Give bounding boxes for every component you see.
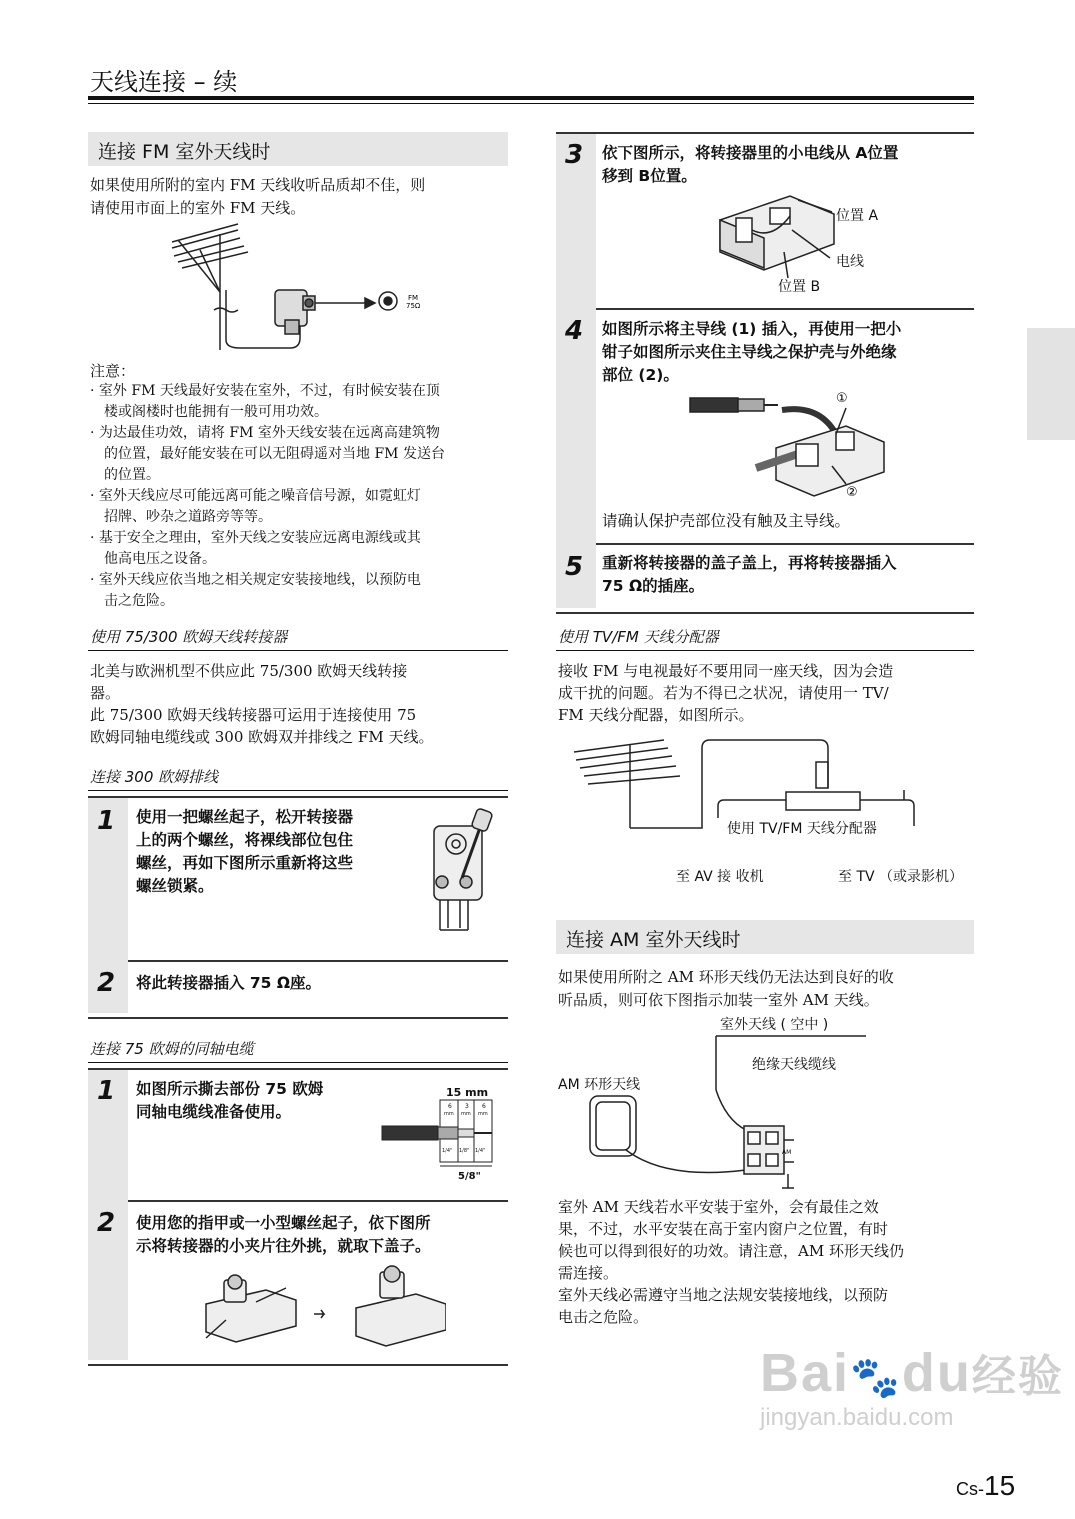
fm-antenna-illustration <box>160 220 450 350</box>
watermark-brand-3: 经验 <box>971 1352 1064 1401</box>
wire-position-illustration <box>712 190 842 290</box>
position-b-label: 位置 B <box>778 279 821 295</box>
step-number: 2 <box>96 968 116 998</box>
note-line: 招牌、吵杂之道路旁等等。 <box>104 509 272 525</box>
watermark-url: jingyan.baidu.com <box>760 1404 954 1431</box>
step-number: 4 <box>564 316 584 346</box>
am-terminal-label: AM <box>782 1149 792 1156</box>
adapter-text-4: 欧姆同轴电缆线或 300 欧姆双并排线之 FM 天线。 <box>90 728 434 746</box>
right-step4-text: 如图所示将主导线 (1) 插入，再使用一把小 钳子如图所示夹住主导线之保护壳与外绝缘 部位 (2)。 <box>602 320 902 384</box>
coax-rule <box>88 1062 508 1063</box>
am-outdoor-text: 室外 AM 天线若水平安装于室外，会有最佳之效 果，不过，水平安装在高于室内窗户之位置，有时 候也可以得到很好的功效。请注意，AM 环形天线仍 需连接。 室外天线必需遵守当地之法规安装接地线，以预防 电击之危险。 <box>558 1198 904 1326</box>
note-line: 的位置，最好能安装在可以无阻碍遥对当地 FM 发送台 <box>104 446 445 462</box>
step-number-column <box>556 134 596 608</box>
splitter-heading: 使用 TV/FM 天线分配器 <box>558 628 719 646</box>
wire-label: 电线 <box>836 254 864 270</box>
dim-total: 15 mm <box>446 1086 489 1099</box>
header-rule-thin <box>88 103 974 104</box>
fm-jack-label: FM <box>408 294 419 302</box>
main-wire-insert-illustration <box>686 388 886 500</box>
notes-list <box>90 381 510 612</box>
dim-quarter-b: 1/4" <box>475 1148 486 1154</box>
adapter-heading: 使用 75/300 欧姆天线转接器 <box>90 628 288 646</box>
adapter-text-3: 此 75/300 欧姆天线转接器可运用于连接使用 75 <box>90 706 417 724</box>
twin-lead-rule <box>88 790 508 791</box>
watermark-paw-icon: 🐾 <box>850 1356 902 1400</box>
dim-mm-c: mm <box>478 1111 488 1117</box>
note-line: · 基于安全之理由，室外天线之安装应远离电源线或其 <box>90 530 421 546</box>
note-line: · 室外天线应依当地之相关规定安装接地线，以预防电 <box>90 572 421 588</box>
fm-outdoor-intro-1: 如果使用所附的室内 FM 天线收听品质却不佳，则 <box>90 176 426 194</box>
right-step3-text: 依下图所示，将转接器里的小电线从 A位置 移到 B位置。 <box>602 144 899 185</box>
adapter-rule <box>88 650 508 651</box>
coax-strip-illustration <box>378 1082 504 1186</box>
splitter-rule <box>556 650 974 651</box>
circle-1-label: ① <box>836 391 848 406</box>
twin-step2-text: 将此转接器插入 75 Ω座。 <box>136 974 322 992</box>
note-line: 楼或阁楼时也能拥有一般可用功效。 <box>104 404 328 420</box>
note-line: · 为达最佳功效，请将 FM 室外天线安装在远离高建筑物 <box>90 425 440 441</box>
dim-eighth: 1/8" <box>459 1148 470 1154</box>
page-title: 天线连接 – 续 <box>90 68 238 96</box>
am-outdoor-heading: 连接 AM 室外天线时 <box>556 920 974 954</box>
step-separator <box>128 1200 508 1202</box>
note-line: · 室外天线应尽可能远离可能之噪音信号源，如霓虹灯 <box>90 488 421 504</box>
coax-step2-text: 使用您的指甲或一小型螺丝起子，依下图所 示将转接器的小夹片往外挑，就取下盖子。 <box>136 1214 431 1255</box>
to-tv-label: 至 TV （或录影机） <box>838 869 964 885</box>
dim-3: 3 <box>465 1103 469 1110</box>
splitter-text-3: FM 天线分配器，如图所示。 <box>558 706 754 724</box>
coax-heading: 连接 75 欧姆的同轴电缆 <box>90 1040 254 1058</box>
fm-outdoor-heading: 连接 FM 室外天线时 <box>88 132 508 166</box>
notes-title: 注意： <box>90 362 136 380</box>
step-number: 5 <box>564 552 584 582</box>
watermark <box>760 1340 1064 1432</box>
note-line: · 室外 FM 天线最好安装在室外，不过，有时候安装在顶 <box>90 383 440 399</box>
header-rule <box>88 96 974 100</box>
am-antenna-illustration <box>576 1030 876 1198</box>
am-outdoor-intro-1: 如果使用所附之 AM 环形天线仍无法达到良好的收 <box>558 968 894 986</box>
dim-five-eighths: 5/8" <box>458 1171 481 1182</box>
page-number: Cs-15 <box>956 1470 1016 1501</box>
step-number: 2 <box>96 1208 116 1238</box>
am-outdoor-intro-2: 听品质，则可依下图指示加装一室外 AM 天线。 <box>558 991 879 1009</box>
insulated-cable-label: 绝缘天线缆线 <box>752 1057 836 1073</box>
step-number: 1 <box>96 806 116 836</box>
twin-lead-heading: 连接 300 欧姆排线 <box>90 768 219 786</box>
watermark-brand-2: du <box>901 1343 972 1403</box>
splitter-text-1: 接收 FM 与电视最好不要用同一座天线，因为会造 <box>558 662 894 680</box>
dim-quarter-a: 1/4" <box>442 1148 453 1154</box>
cover-removal-illustration <box>196 1264 446 1348</box>
splitter-text-2: 成干扰的问题。若为不得已之状况，请使用一 TV/ <box>558 684 889 702</box>
adapter-text-2: 器。 <box>90 684 121 702</box>
step-separator <box>596 543 974 545</box>
step-number: 3 <box>564 140 584 170</box>
dim-6b: 6 <box>482 1103 486 1110</box>
position-a-label: 位置 A <box>836 208 879 224</box>
fm-outdoor-intro-2: 请使用市面上的室外 FM 天线。 <box>90 199 306 217</box>
note-line: 的位置。 <box>104 467 160 483</box>
step-number: 1 <box>96 1076 116 1106</box>
dim-6a: 6 <box>448 1103 452 1110</box>
circle-2-label: ② <box>846 485 858 500</box>
step-separator <box>128 960 508 962</box>
fm-jack-ohm: 75Ω <box>406 302 421 310</box>
right-step5-text: 重新将转接器的盖子盖上，再将转接器插入 75 Ω的插座。 <box>602 554 897 595</box>
am-loop-label: AM 环形天线 <box>558 1077 641 1093</box>
screwdriver-adapter-illustration <box>428 808 504 936</box>
to-av-receiver-label: 至 AV 接 收机 <box>676 869 764 885</box>
dim-mm-a: mm <box>444 1111 454 1117</box>
outdoor-antenna-label: 室外天线 ( 空中 ) <box>720 1017 829 1033</box>
section-tab <box>1027 328 1075 440</box>
twin-step1-text: 使用一把螺丝起子，松开转接器 上的两个螺丝，将裸线部位包住 螺丝，再如下图所示重新将这些 螺丝锁紧。 <box>136 808 354 895</box>
note-line: 他高电压之设备。 <box>104 551 216 567</box>
step-separator <box>596 308 974 310</box>
coax-step1-text: 如图所示撕去部份 75 欧姆 同轴电缆线准备使用。 <box>136 1080 324 1121</box>
note-line: 击之危险。 <box>104 593 174 609</box>
right-step4-note: 请确认保护壳部位没有触及主导线。 <box>602 512 851 530</box>
adapter-text-1: 北美与欧洲机型不供应此 75/300 欧姆天线转接 <box>90 662 408 680</box>
dim-mm-b: mm <box>461 1111 471 1117</box>
watermark-brand: Bai <box>760 1343 851 1403</box>
splitter-label: 使用 TV/FM 天线分配器 <box>727 821 877 837</box>
